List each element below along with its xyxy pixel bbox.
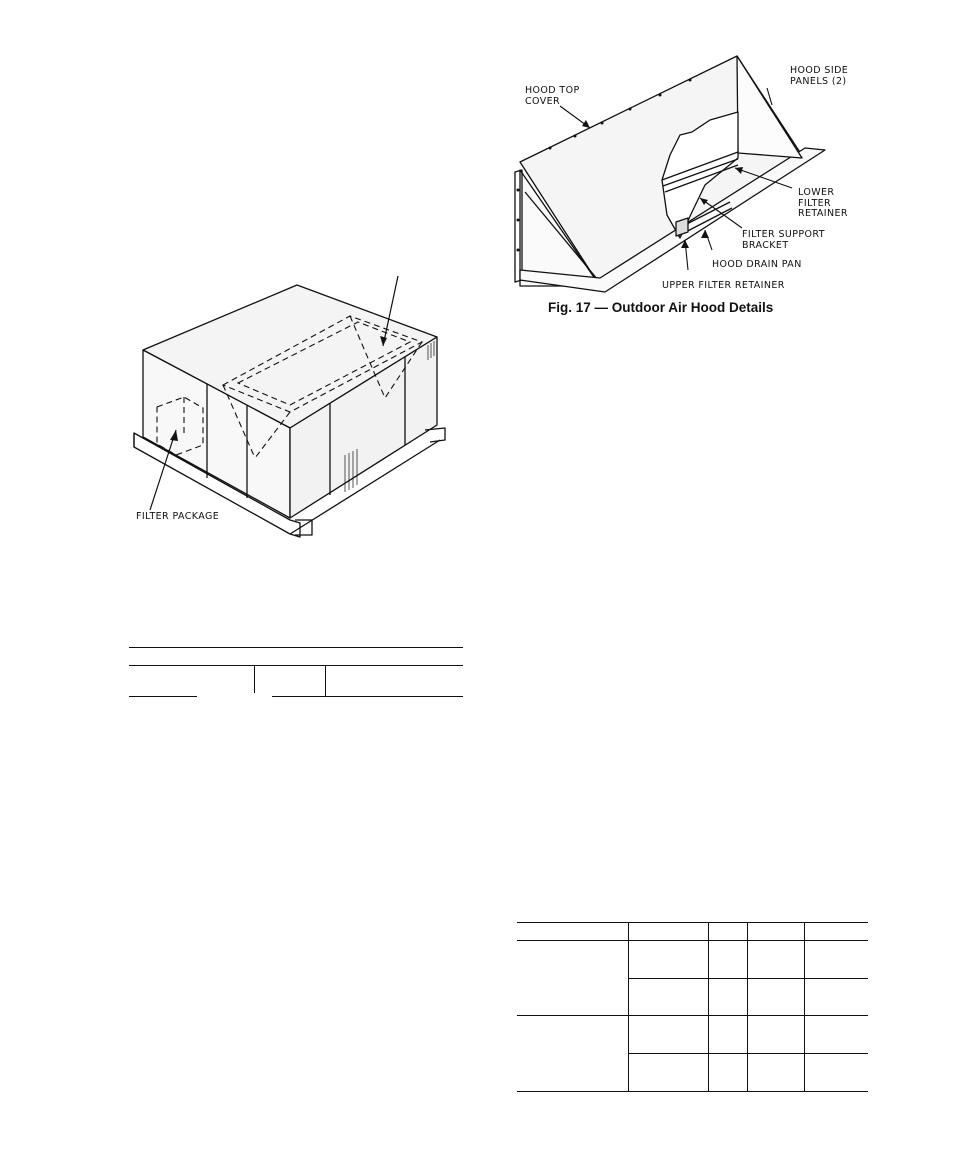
left-table-frame — [0, 640, 480, 720]
table-rule — [628, 1053, 868, 1054]
table-rule — [517, 940, 868, 941]
table-rule — [129, 665, 463, 666]
figure-17-caption: Fig. 17 — Outdoor Air Hood Details — [548, 300, 774, 315]
upper-filter-retainer-label: UPPER FILTER RETAINER — [662, 280, 785, 291]
filter-support-bracket-label: FILTER SUPPORT BRACKET — [742, 229, 825, 251]
table-divider — [804, 922, 805, 1091]
hood-side-panels-label: HOOD SIDE PANELS (2) — [790, 65, 849, 87]
unit-drawing — [0, 0, 480, 560]
table-rule — [272, 696, 463, 697]
hood-top-cover-label: HOOD TOP COVER — [525, 85, 580, 107]
table-divider — [747, 922, 748, 1091]
table-rule — [517, 1091, 868, 1092]
table-rule — [129, 647, 463, 648]
unit-filter-figure — [0, 0, 480, 560]
filter-package-label: FILTER PACKAGE — [136, 511, 220, 522]
lower-filter-retainer-label: LOWER FILTER RETAINER — [798, 187, 848, 219]
right-table-frame — [0, 900, 955, 1110]
table-divider — [254, 665, 255, 693]
table-rule — [517, 922, 868, 923]
hood-drain-pan-label: HOOD DRAIN PAN — [712, 259, 802, 270]
figure-17 — [480, 40, 955, 340]
table-divider — [628, 922, 629, 1091]
table-divider — [708, 922, 709, 1091]
table-divider — [325, 665, 326, 696]
table-rule — [129, 696, 197, 697]
table-rule — [517, 1015, 868, 1016]
table-rule — [628, 978, 868, 979]
